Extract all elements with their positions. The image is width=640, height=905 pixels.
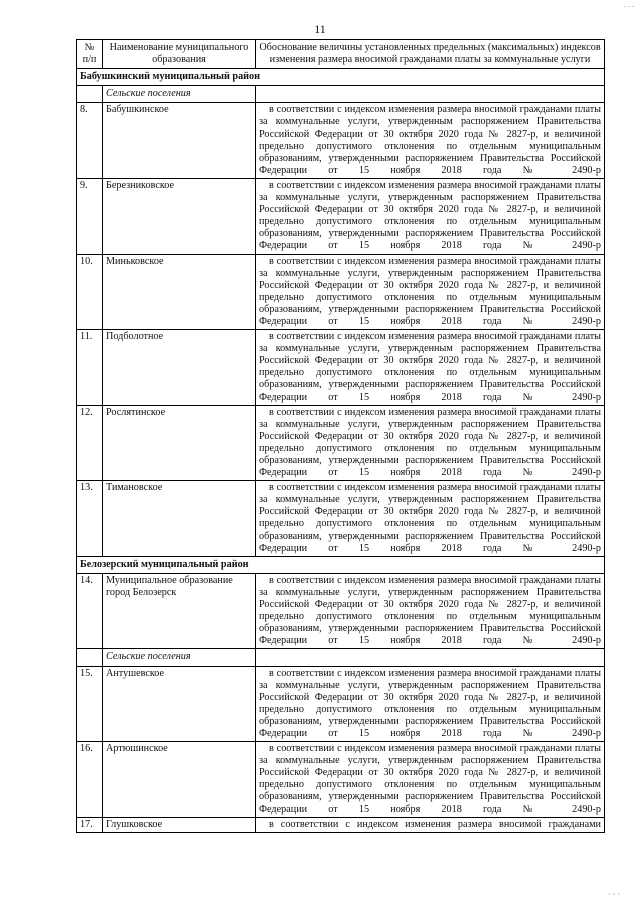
row-justification: в соответствии с индексом изменения размера вносимой гражданами (256, 817, 605, 832)
header-justification: Обоснование величины установленных предельных (максимальных) индексов изменения размера вносимой гражданами платы за коммунальные услуги (256, 40, 605, 69)
row-name: Березниковское (103, 178, 256, 254)
row-name: Бабушкинское (103, 103, 256, 179)
table-row (77, 481, 605, 557)
top-corner-mark: . . . (624, 0, 634, 9)
footer-mark: · · · (608, 890, 620, 899)
row-number: 12. (77, 405, 103, 481)
row-justification: в соответствии с индексом изменения размера вносимой гражданами платы за коммунальные услуги, утвержденным распоряжением Правительства Российской Федерации от 30 октября 2020 года № 2827-р, и величиной предельно допустимого отклонения по отдельным муниципальным образованиям, утвержденными распоряжением Правительства Российской Федерации от 15 ноября 2018 года № 2490-р (256, 742, 605, 818)
table-row (77, 254, 605, 330)
district-row (77, 69, 605, 86)
row-number: 9. (77, 178, 103, 254)
table-row (77, 666, 605, 742)
district-title: Белозерский муниципальный район (77, 556, 605, 573)
row-name: Антушевское (103, 666, 256, 742)
page-number: 11 (314, 22, 326, 36)
row-number: 13. (77, 481, 103, 557)
row-name: Рослятинское (103, 405, 256, 481)
header-name: Наименование муниципального образования (103, 40, 256, 69)
table-row (77, 103, 605, 179)
row-name: Подболотное (103, 330, 256, 406)
section-title: Сельские поселения (103, 86, 256, 103)
row-number: 17. (77, 817, 103, 832)
row-name: Миньковское (103, 254, 256, 330)
row-justification: в соответствии с индексом изменения размера вносимой гражданами платы за коммунальные услуги, утвержденным распоряжением Правительства Российской Федерации от 30 октября 2020 года № 2827-р, и величиной предельно допустимого отклонения по отдельным муниципальным образованиям, утвержденными распоряжением Правительства Российской Федерации от 15 ноября 2018 года № 2490-р (256, 178, 605, 254)
table-header-row (77, 40, 605, 69)
table-row (77, 742, 605, 818)
row-number: 16. (77, 742, 103, 818)
table-row (77, 573, 605, 649)
indices-table (76, 39, 605, 833)
row-name: Артюшинское (103, 742, 256, 818)
row-name: Муниципальное образование город Белозерск (103, 573, 256, 649)
row-number: 15. (77, 666, 103, 742)
row-justification: в соответствии с индексом изменения размера вносимой гражданами платы за коммунальные услуги, утвержденным распоряжением Правительства Российской Федерации от 30 октября 2020 года № 2827-р, и величиной предельно допустимого отклонения по отдельным муниципальным образованиям, утвержденными распоряжением Правительства Российской Федерации от 15 ноября 2018 года № 2490-р (256, 254, 605, 330)
row-name: Тимановское (103, 481, 256, 557)
row-number: 14. (77, 573, 103, 649)
row-number: 10. (77, 254, 103, 330)
row-justification: в соответствии с индексом изменения размера вносимой гражданами платы за коммунальные услуги, утвержденным распоряжением Правительства Российской Федерации от 30 октября 2020 года № 2827-р, и величиной предельно допустимого отклонения по отдельным муниципальным образованиям, утвержденными распоряжением Правительства Российской Федерации от 15 ноября 2018 года № 2490-р (256, 330, 605, 406)
row-justification: в соответствии с индексом изменения размера вносимой гражданами платы за коммунальные услуги, утвержденным распоряжением Правительства Российской Федерации от 30 октября 2020 года № 2827-р, и величиной предельно допустимого отклонения по отдельным муниципальным образованиям, утвержденными распоряжением Правительства Российской Федерации от 15 ноября 2018 года № 2490-р (256, 573, 605, 649)
row-justification: в соответствии с индексом изменения размера вносимой гражданами платы за коммунальные услуги, утвержденным распоряжением Правительства Российской Федерации от 30 октября 2020 года № 2827-р, и величиной предельно допустимого отклонения по отдельным муниципальным образованиям, утвержденными распоряжением Правительства Российской Федерации от 15 ноября 2018 года № 2490-р (256, 481, 605, 557)
district-title: Бабушкинский муниципальный район (77, 69, 605, 86)
row-justification: в соответствии с индексом изменения размера вносимой гражданами платы за коммунальные услуги, утвержденным распоряжением Правительства Российской Федерации от 30 октября 2020 года № 2827-р, и величиной предельно допустимого отклонения по отдельным муниципальным образованиям, утвержденными распоряжением Правительства Российской Федерации от 15 ноября 2018 года № 2490-р (256, 405, 605, 481)
row-justification: в соответствии с индексом изменения размера вносимой гражданами платы за коммунальные услуги, утвержденным распоряжением Правительства Российской Федерации от 30 октября 2020 года № 2827-р, и величиной предельно допустимого отклонения по отдельным муниципальным образованиям, утвержденными распоряжением Правительства Российской Федерации от 15 ноября 2018 года № 2490-р (256, 103, 605, 179)
row-number: 8. (77, 103, 103, 179)
table-row (77, 178, 605, 254)
row-number: 11. (77, 330, 103, 406)
table-row (77, 817, 605, 832)
row-justification: в соответствии с индексом изменения размера вносимой гражданами платы за коммунальные услуги, утвержденным распоряжением Правительства Российской Федерации от 30 октября 2020 года № 2827-р, и величиной предельно допустимого отклонения по отдельным муниципальным образованиям, утвержденными распоряжением Правительства Российской Федерации от 15 ноября 2018 года № 2490-р (256, 666, 605, 742)
district-row (77, 556, 605, 573)
section-row (77, 86, 605, 103)
table-row (77, 405, 605, 481)
table-row (77, 330, 605, 406)
row-name: Глушковское (103, 817, 256, 832)
header-num: № п/п (77, 40, 103, 69)
section-row (77, 649, 605, 666)
section-title: Сельские поселения (103, 649, 256, 666)
